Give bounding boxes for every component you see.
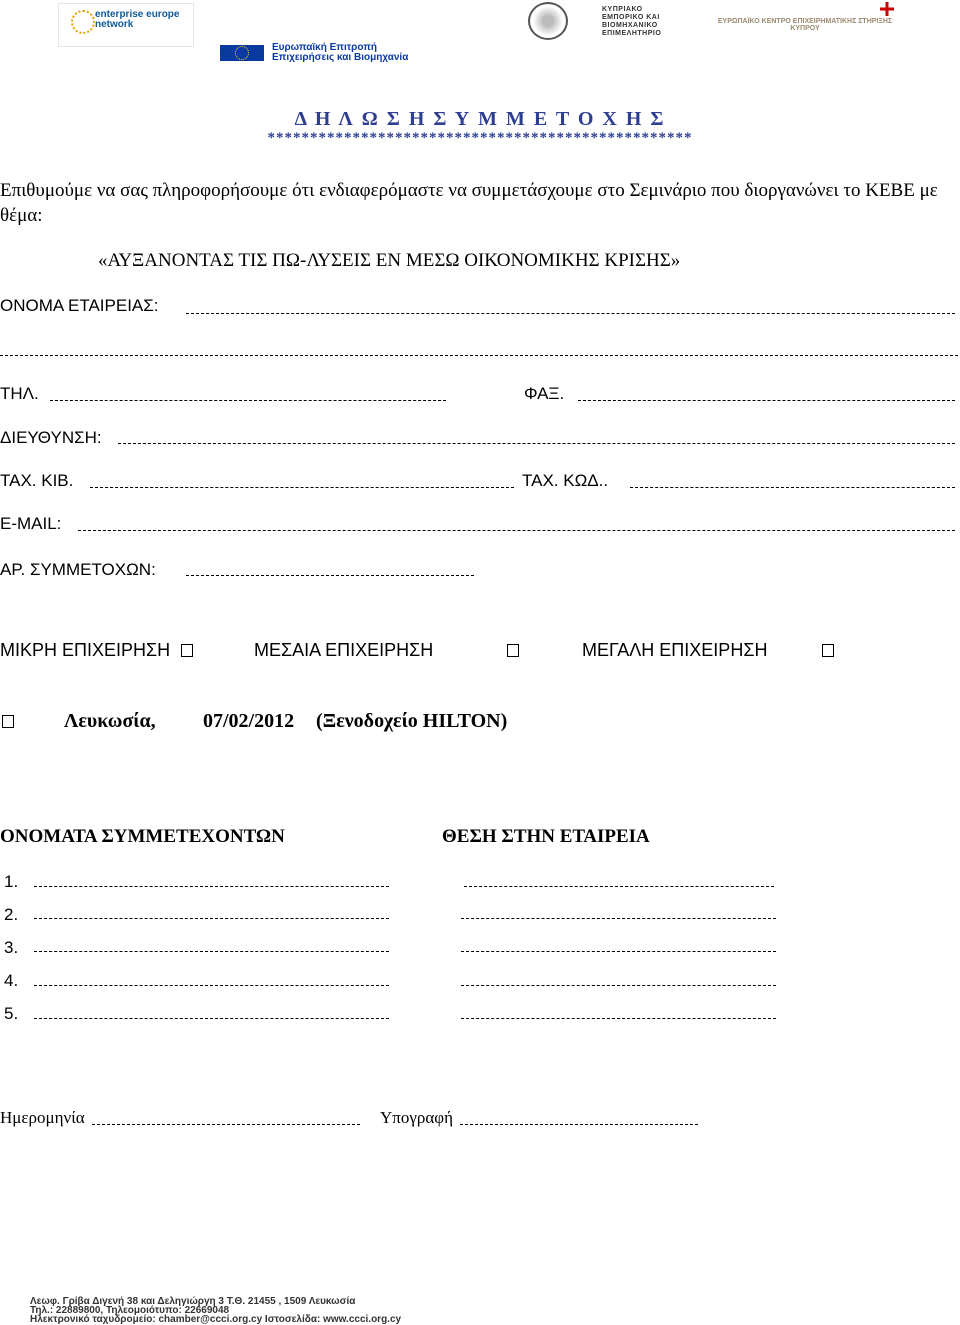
email-field [0, 514, 61, 534]
participant-position-line[interactable] [461, 918, 776, 919]
postal-code-input-line[interactable] [630, 487, 955, 488]
title-separator: ************************************************** [267, 130, 693, 146]
eu-flag-icon [220, 45, 264, 61]
fax-input-line[interactable] [578, 400, 955, 401]
ec-logo-line1: Ευρωπαϊκή Επιτροπή [272, 42, 377, 53]
postal-code-label: ΤΑΧ. ΚΩΔ.. [522, 471, 609, 490]
participant-name-line[interactable] [34, 1018, 389, 1019]
names-header: ΟΝΟΜΑΤΑ ΣΥΜΜΕΤΕΧΟΝΤΩΝ [0, 826, 285, 847]
participant-name-line[interactable] [34, 886, 389, 887]
chamber-emblem-icon [528, 2, 568, 40]
footer-address: Λεωφ. Γρίβα Διγενή 38 και Δεληγιώργη 3 Τ.Θ. 21455 , 1509 Λευκωσία [30, 1296, 356, 1307]
phone-field [0, 384, 39, 404]
po-box-field [0, 471, 73, 491]
postal-code-field [522, 471, 608, 491]
medium-business-label: ΜΕΣΑΙΑ ΕΠΙΧΕΙΡΗΣΗ [254, 640, 434, 660]
participant-position-line[interactable] [461, 1018, 776, 1019]
date-input-line[interactable] [92, 1124, 360, 1125]
company-field [0, 296, 159, 316]
footer-contact [30, 1297, 401, 1324]
participant-position-line[interactable] [461, 951, 776, 952]
medium-business-checkbox[interactable] [507, 644, 519, 657]
address-input-line[interactable] [118, 443, 955, 444]
participant-row-number: 3. [4, 938, 19, 957]
po-box-input-line[interactable] [90, 487, 514, 488]
venue-city: Λευκωσία, [64, 710, 156, 732]
form-title: Δ Η Λ Ω Σ Η Σ Υ Μ Μ Ε Τ Ο Χ Η Σ [294, 108, 666, 130]
large-business-checkbox[interactable] [822, 644, 834, 657]
signature-input-line[interactable] [460, 1124, 698, 1125]
venue-place: (Ξενοδοχείο HILTON) [316, 710, 508, 732]
eu-stars-icon [71, 10, 95, 34]
intro-text: Επιθυμούμε να σας πληροφορήσουμε ότι ενδιαφερόμαστε να συμμετάσχουμε στο Σεμινάριο που διοργανώνει το ΚΕΒΕ με θέμα: [0, 180, 938, 226]
company-input-line[interactable] [186, 313, 955, 314]
footer-email-web: Ηλεκτρονικό ταχυδρομείο: chamber@ccci.org.cy Ιστοσελίδα: www.ccci.org.cy [30, 1314, 402, 1325]
medium-business-option [254, 640, 433, 661]
participants-count-field [0, 560, 156, 580]
enterprise-europe-network-logo [58, 3, 194, 47]
participant-row-number: 5. [4, 1004, 19, 1023]
small-business-label: ΜΙΚΡΗ ΕΠΙΧΕΙΡΗΣΗ [0, 640, 171, 660]
email-label: E-MAIL: [0, 514, 62, 533]
flag-icon [880, 2, 894, 16]
ec-logo-line2: Επιχειρήσεις και Βιομηχανία [272, 52, 409, 63]
footer-phone: Τηλ.: 22889800, Τηλεομοιότυπο: 22669048 [30, 1305, 230, 1316]
european-commission-logo [220, 43, 470, 63]
seminar-title: «ΑΥΞΑΝΟΝΤΑΣ ΤΙΣ ΠΩ-ΛΥΣΕΙΣ ΕΝ ΜΕΣΩ ΟΙΚΟΝΟΜΙΚΗΣ ΚΡΙΣΗΣ» [98, 250, 681, 271]
venue-date: 07/02/2012 [203, 710, 295, 732]
een-logo-text: enterprise europe network [95, 9, 180, 30]
po-box-label: ΤΑΧ. ΚΙΒ. [0, 471, 74, 490]
business-size-row [0, 640, 960, 661]
position-header: ΘΕΣΗ ΣΤΗΝ ΕΤΑΙΡΕΙΑ [442, 826, 650, 847]
date-label: Ημερομηνία [0, 1108, 85, 1127]
participant-name-line[interactable] [34, 985, 389, 986]
fax-label: ΦΑΞ. [524, 384, 565, 403]
address-label: ΔΙΕΥΘΥΝΣΗ: [0, 428, 102, 447]
email-input-line[interactable] [78, 530, 955, 531]
participants-count-input-line[interactable] [186, 575, 474, 576]
participant-row-number: 2. [4, 905, 19, 924]
chamber-logo-text: ΚΥΠΡΙΑΚΟ ΕΜΠΟΡΙΚΟ ΚΑΙ ΒΙΟΜΗΧΑΝΙΚΟ ΕΠΙΜΕΛΗΤΗΡΙΟ [602, 6, 662, 37]
venue-checkbox[interactable] [2, 715, 14, 728]
participant-position-line[interactable] [464, 886, 774, 887]
participants-count-label: ΑΡ. ΣΥΜΜΕΤΟΧΩΝ: [0, 560, 156, 579]
eic-logo [710, 2, 900, 36]
phone-label: ΤΗΛ. [0, 384, 39, 403]
company-input-line-2[interactable] [0, 355, 958, 356]
address-field [0, 428, 102, 448]
participant-row-number: 1. [4, 872, 19, 891]
company-label: ΟΝΟΜΑ ΕΤΑΙΡΕΙΑΣ: [0, 296, 159, 315]
small-business-checkbox[interactable] [181, 644, 193, 657]
participant-name-line[interactable] [34, 951, 389, 952]
chamber-logo [528, 2, 688, 38]
large-business-label: ΜΕΓΑΛΗ ΕΠΙΧΕΙΡΗΣΗ [582, 640, 768, 660]
participant-position-line[interactable] [461, 985, 776, 986]
signature-label: Υπογραφή [380, 1108, 453, 1127]
participant-row-number: 4. [4, 971, 19, 990]
phone-input-line[interactable] [50, 400, 446, 401]
fax-field [524, 384, 564, 404]
eic-logo-text: ΕΥΡΩΠΑΪΚΟ ΚΕΝΤΡΟ ΕΠΙΧΕΙΡΗΜΑΤΙΚΗΣ ΣΤΗΡΙΞΗΣ ΚΥΠΡΟΥ [717, 18, 893, 32]
large-business-option [582, 640, 767, 661]
participant-name-line[interactable] [34, 918, 389, 919]
